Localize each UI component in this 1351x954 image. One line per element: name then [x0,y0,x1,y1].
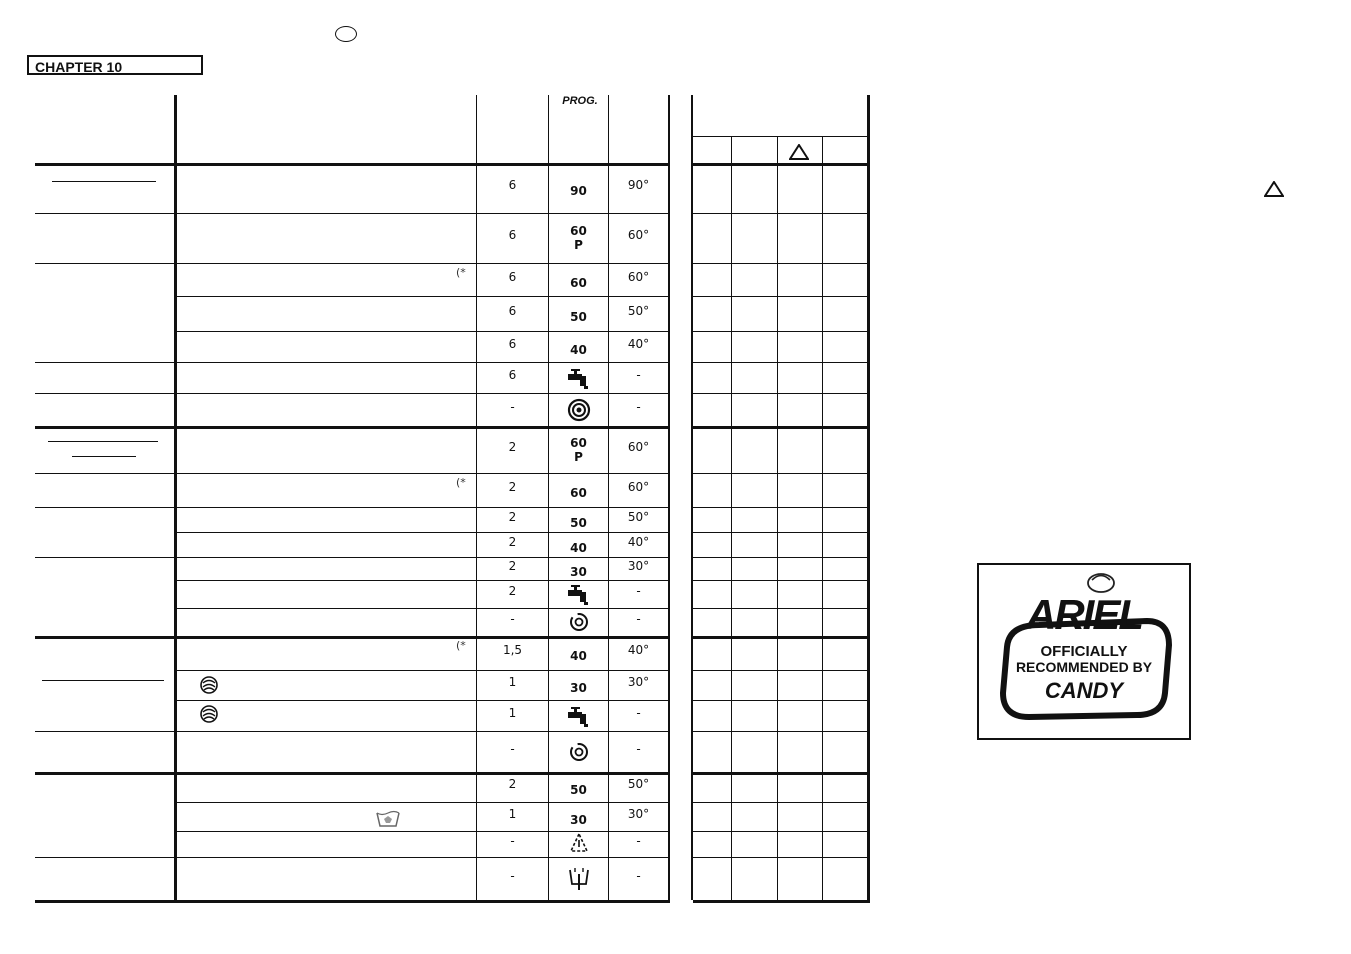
load-kg: - [510,868,515,883]
table-divider-horizontal [693,731,867,732]
temperature: 40° [627,643,650,657]
temperature: - [636,741,641,756]
temperature: - [636,584,641,598]
table-divider-horizontal [177,362,669,363]
table-divider-horizontal [177,802,669,803]
load-kg: 6 [508,269,517,284]
table-divider-horizontal [693,263,867,264]
table-divider-horizontal [693,331,867,332]
program-number: 50 [570,309,587,324]
temperature: 50° [627,303,650,318]
table-divider-horizontal [693,532,867,533]
footnote-marker: (* [456,266,466,279]
load-kg: - [510,834,515,848]
chapter-label: CHAPTER 10 [27,55,203,75]
temperature: 60° [627,439,650,454]
table-divider-horizontal [693,802,867,803]
table-divider-horizontal [177,700,669,701]
ariel-brand: ARIEL [1026,591,1142,638]
table-divider-horizontal [177,507,669,508]
temperature: 40° [627,534,650,549]
rinse-tap-icon [566,581,592,607]
program-number: 50 [570,515,587,530]
table-divider-horizontal [177,163,669,166]
program-number: 30 [570,812,587,827]
load-kg: 2 [508,480,517,494]
table-divider-horizontal [177,426,669,429]
warning-triangle-icon [1264,181,1284,197]
spin-icon [566,397,592,423]
temperature: 90° [627,178,650,192]
program-number: 30 [570,681,587,695]
table-divider-horizontal [177,557,669,558]
table-divider-horizontal [35,857,175,858]
gentle-spin-icon [566,739,592,765]
footnote-marker: (* [456,639,466,652]
program-number: 60 P [570,224,587,252]
handwash-icon [375,808,401,828]
load-kg: 6 [508,336,517,351]
table-divider-horizontal [693,136,867,137]
ariel-logo [977,563,1191,740]
table-divider-horizontal [177,772,669,775]
load-kg: 1,5 [502,643,523,657]
table-divider-horizontal [35,473,175,474]
table-divider-horizontal [177,670,669,671]
table-divider-vertical [867,95,870,902]
table-divider-vertical [691,95,693,900]
temperature: 30° [627,558,650,573]
table-divider-horizontal [177,263,669,264]
load-kg: - [510,612,515,626]
table-divider-vertical [731,137,732,900]
table-divider-horizontal [693,163,867,166]
table-divider-horizontal [35,636,175,639]
program-number: 40 [570,342,587,357]
program-number [549,581,608,610]
language-badge [335,26,357,42]
load-kg: - [510,741,515,756]
temperature: - [636,834,641,848]
warning-triangle-icon [789,144,809,160]
program-number [549,866,608,895]
load-kg: 1 [508,705,517,720]
program-number [549,365,608,394]
program-number: 60 P [570,435,587,464]
load-kg: 6 [508,367,517,382]
program-number: 40 [570,540,587,555]
category-underline [48,441,158,442]
table-divider-horizontal [35,507,175,508]
program-number: 40 [570,649,587,663]
table-divider-horizontal [693,557,867,558]
table-divider-vertical [777,137,778,900]
table-divider-vertical [822,137,823,900]
temperature: 50° [627,777,650,791]
table-divider-horizontal [35,557,175,558]
load-kg: 1 [508,806,517,821]
temperature: 30° [627,675,650,689]
load-kg: 2 [508,777,517,791]
table-divider-horizontal [177,473,669,474]
program-number: 90 [570,184,587,198]
table-divider-vertical [668,95,670,900]
prog-column-header: PROG. [562,95,598,107]
temperature: 60° [627,480,650,494]
wool-icon [199,675,219,695]
table-divider-horizontal [693,580,867,581]
logo-line2: RECOMMENDED BY [1015,659,1153,675]
logo-line1: OFFICIALLY [1040,643,1128,660]
table-divider-horizontal [35,393,175,394]
temperature: 40° [627,336,650,351]
table-divider-horizontal [693,900,870,903]
program-number: 30 [570,564,587,579]
drain-icon [566,831,592,857]
program-number [549,609,608,638]
program-number: 60 [570,486,587,500]
candy-brand: CANDY [1044,678,1124,703]
table-divider-horizontal [693,393,867,394]
load-kg: 6 [508,228,517,242]
temperature: - [636,367,641,382]
table-divider-vertical [174,95,177,900]
load-kg: 2 [508,534,517,549]
category-underline [42,680,164,681]
temperature: - [636,399,641,414]
temperature: - [636,705,641,720]
table-divider-horizontal [35,163,175,166]
temperature: - [636,612,641,626]
program-number [549,831,608,860]
rinse-tap-icon [566,703,592,729]
temperature: 50° [627,509,650,524]
table-divider-horizontal [693,473,867,474]
table-divider-horizontal [693,608,867,609]
table-divider-horizontal [35,772,175,775]
wool-icon [199,704,219,724]
table-divider-horizontal [177,532,669,533]
load-kg: 2 [508,509,517,524]
rinse-tap-icon [566,365,592,391]
program-number: 50 [570,783,587,797]
footnote-marker: (* [456,476,466,489]
stop-water-icon [566,866,592,892]
table-divider-horizontal [693,700,867,701]
temperature: 60° [627,228,650,242]
table-divider-horizontal [693,362,867,363]
load-kg: 2 [508,584,517,598]
table-divider-horizontal [35,362,175,363]
load-kg: 2 [508,558,517,573]
program-number: 60 [570,275,587,290]
table-divider-horizontal [35,900,670,903]
temperature: 30° [627,806,650,821]
table-divider-horizontal [693,772,867,775]
program-number [549,703,608,732]
table-divider-horizontal [693,296,867,297]
load-kg: 1 [508,675,517,689]
load-kg: - [510,399,515,414]
table-divider-horizontal [693,670,867,671]
gentle-spin-icon [566,609,592,635]
load-kg: 6 [508,178,517,192]
category-underline [52,181,156,182]
table-divider-horizontal [35,213,175,214]
table-divider-horizontal [693,636,867,639]
table-divider-horizontal [35,731,175,732]
table-divider-horizontal [693,857,867,858]
table-divider-horizontal [177,213,669,214]
table-divider-horizontal [693,426,867,429]
table-divider-horizontal [177,296,669,297]
program-number [549,397,608,426]
load-kg: 6 [508,303,517,318]
table-divider-horizontal [35,263,175,264]
program-number [549,739,608,768]
load-kg: 2 [508,439,517,454]
table-divider-horizontal [693,213,867,214]
temperature: - [636,868,641,883]
category-underline [72,456,136,457]
table-divider-horizontal [693,507,867,508]
temperature: 60° [627,269,650,284]
table-divider-horizontal [177,331,669,332]
table-divider-horizontal [693,831,867,832]
table-divider-horizontal [35,426,175,429]
